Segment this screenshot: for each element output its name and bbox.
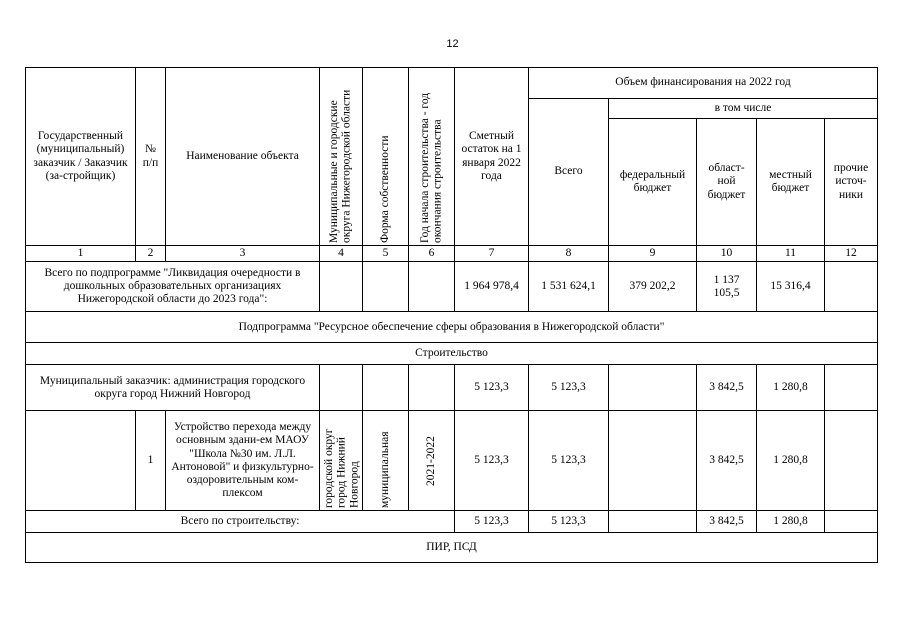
column-numbers-row <box>26 246 878 262</box>
customer-label: Муниципальный заказчик: администрация городского округа город Нижний Новгород <box>26 365 320 411</box>
header-object-name: Наименование объекта <box>166 68 320 246</box>
object-regional: 3 842,5 <box>697 411 757 511</box>
col-number: 3 <box>166 246 320 262</box>
customer-row <box>26 365 878 411</box>
object-municipality-text: городской округ город Нижний Новгород <box>323 428 361 508</box>
object-num: 1 <box>136 411 166 511</box>
header-federal: федеральный бюджет <box>609 119 697 246</box>
page-number: 12 <box>446 38 459 50</box>
object-total: 5 123,3 <box>529 411 609 511</box>
header-including: в том числе <box>609 99 878 119</box>
col-number: 2 <box>136 246 166 262</box>
col-number: 10 <box>697 246 757 262</box>
object-local: 1 280,8 <box>757 411 825 511</box>
header-other: прочие источ-ники <box>825 119 878 246</box>
customer-balance: 5 123,3 <box>455 365 529 411</box>
empty-cell <box>320 365 363 411</box>
empty-cell <box>609 411 697 511</box>
construction-total-local: 1 280,8 <box>757 511 825 533</box>
empty-cell <box>825 511 878 533</box>
object-row <box>26 411 878 511</box>
object-municipality <box>320 411 363 511</box>
col-number: 7 <box>455 246 529 262</box>
header-num: № п/п <box>136 68 166 246</box>
empty-cell <box>26 411 136 511</box>
header-local: местный бюджет <box>757 119 825 246</box>
header-years-text: Год начала строительства - год окончания строительства <box>418 92 444 243</box>
header-total: Всего <box>529 99 609 246</box>
header-customer: Государственный (муниципальный) заказчик / Заказчик (за-стройщик) <box>26 68 136 246</box>
subprogram-total-local: 15 316,4 <box>757 262 825 312</box>
section-title: Строительство <box>26 343 878 365</box>
construction-total-regional: 3 842,5 <box>697 511 757 533</box>
col-number: 9 <box>609 246 697 262</box>
customer-total: 5 123,3 <box>529 365 609 411</box>
object-name: Устройство перехода между основным здани-ем МАОУ "Школа №30 им. Л.Л. Антоновой" и физкультурно-оздоровительным ком-плексом <box>166 411 320 511</box>
subprogram-total-total: 1 531 624,1 <box>529 262 609 312</box>
empty-cell <box>825 262 878 312</box>
empty-cell <box>363 262 409 312</box>
empty-cell <box>609 511 697 533</box>
object-ownership <box>363 411 409 511</box>
object-balance: 5 123,3 <box>455 411 529 511</box>
col-number: 6 <box>409 246 455 262</box>
col-number: 11 <box>757 246 825 262</box>
col-number: 5 <box>363 246 409 262</box>
col-number: 1 <box>26 246 136 262</box>
construction-total-total: 5 123,3 <box>529 511 609 533</box>
object-ownership-text: муниципальная <box>379 431 392 508</box>
construction-total-label: Всего по строительству: <box>26 511 455 533</box>
construction-total-balance: 5 123,3 <box>455 511 529 533</box>
header-balance: Сметный остаток на 1 января 2022 года <box>455 68 529 246</box>
customer-regional: 3 842,5 <box>697 365 757 411</box>
financing-table <box>25 67 878 563</box>
empty-cell <box>363 365 409 411</box>
subprogram-total-balance: 1 964 978,4 <box>455 262 529 312</box>
object-years <box>409 411 455 511</box>
construction-total-row <box>26 511 878 533</box>
empty-cell <box>825 411 878 511</box>
empty-cell <box>409 262 455 312</box>
empty-cell <box>320 262 363 312</box>
subprogram-title: Подпрограмма "Ресурсное обеспечение сферы образования в Нижегородской области" <box>26 312 878 343</box>
header-ownership-text: Форма собственности <box>379 134 392 243</box>
customer-local: 1 280,8 <box>757 365 825 411</box>
subprogram-total-regional: 1 137 105,5 <box>697 262 757 312</box>
header-years <box>409 68 455 246</box>
subprogram-total-row <box>26 262 878 312</box>
col-number: 8 <box>529 246 609 262</box>
header-municipality-text: Муниципальные и городские округа Нижегородской области <box>328 89 353 243</box>
pir-title: ПИР, ПСД <box>26 533 878 563</box>
header-funding: Объем финансирования на 2022 год <box>529 68 878 99</box>
col-number: 4 <box>320 246 363 262</box>
object-years-text: 2021-2022 <box>425 435 438 486</box>
header-municipality <box>320 68 363 246</box>
empty-cell <box>409 365 455 411</box>
header-regional: област-ной бюджет <box>697 119 757 246</box>
subprogram-total-label: Всего по подпрограмме "Ликвидация очередности в дошкольных образовательных организациях Нижегородской области до 2023 года": <box>26 262 320 312</box>
header-ownership <box>363 68 409 246</box>
empty-cell <box>825 365 878 411</box>
col-number: 12 <box>825 246 878 262</box>
subprogram-total-federal: 379 202,2 <box>609 262 697 312</box>
empty-cell <box>609 365 697 411</box>
